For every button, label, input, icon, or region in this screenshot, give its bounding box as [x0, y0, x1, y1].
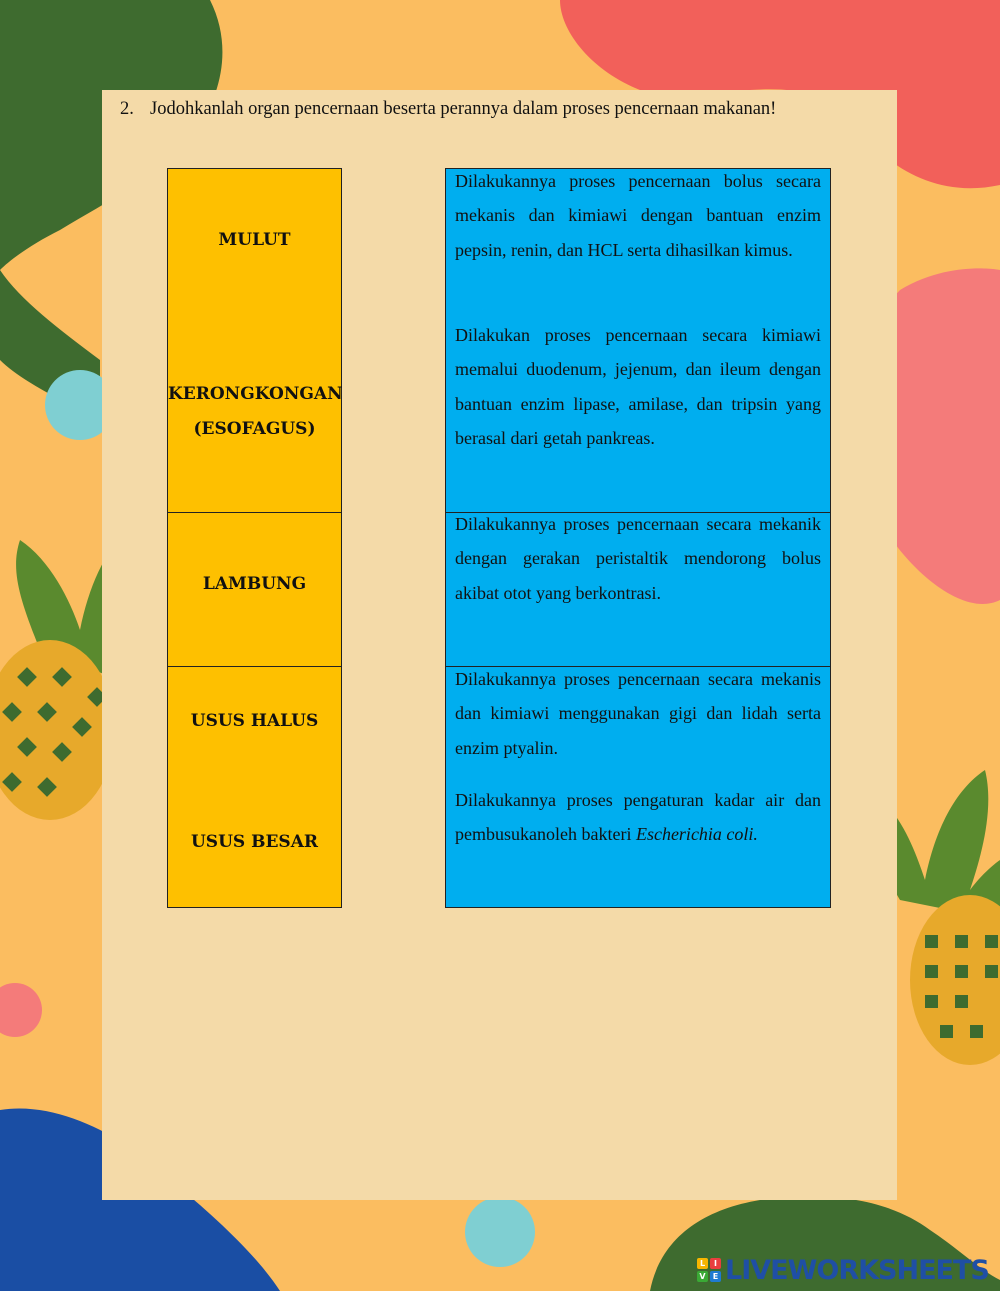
- teal-dot-bottom: [465, 1197, 535, 1267]
- description-usus-besar[interactable]: [455, 783, 821, 852]
- organ-divider: [168, 512, 341, 513]
- badge-letter: V: [697, 1271, 708, 1282]
- organ-label-mulut[interactable]: MULUT: [218, 230, 291, 250]
- organ-label-esofagus[interactable]: (ESOFAGUS): [193, 419, 316, 439]
- organ-label-usus-besar[interactable]: USUS BESAR: [190, 832, 319, 852]
- badge-letter: E: [710, 1271, 721, 1282]
- organ-label-lambung[interactable]: LAMBUNG: [202, 574, 307, 594]
- live-badge-icon: [697, 1256, 723, 1284]
- pink-dot-left: [0, 983, 42, 1037]
- question-number: 2.: [120, 99, 134, 119]
- question-text: Jodohkanlah organ pencernaan beserta perannya dalam proses pencernaan makanan!: [150, 99, 777, 119]
- organ-label-usus-halus[interactable]: USUS HALUS: [190, 711, 319, 731]
- organ-label-kerongkongan[interactable]: KERONGKONGAN: [168, 384, 343, 404]
- badge-letter: I: [710, 1258, 721, 1269]
- question-instruction: [120, 99, 890, 120]
- description-mulut[interactable]: Dilakukannya proses pencernaan secara mekanis dan kimiawi menggunakan gigi dan lidah serta enzim ptyalin.: [455, 669, 821, 758]
- bacteria-name: Escherichia coli.: [635, 824, 758, 845]
- description-kerongkongan[interactable]: Dilakukannya proses pencernaan secara mekanik dengan gerakan peristaltik mendorong bolus akibat otot yang berkontrasi.: [455, 514, 821, 603]
- description-usus-halus[interactable]: Dilakukan proses pencernaan secara kimiawi memalui duodenum, jejenum, dan ileum dengan bantuan enzim lipase, amilase, dan tripsin yang berasal dari getah pankreas.: [455, 325, 821, 448]
- description-column: [445, 168, 831, 908]
- liveworksheets-logo[interactable]: [697, 1254, 989, 1286]
- organ-column: [167, 168, 342, 908]
- logo-text: LIVEWORKSHEETS: [725, 1254, 989, 1286]
- description-lambung[interactable]: Dilakukannya proses pencernaan bolus secara mekanis dan kimiawi dengan bantuan enzim pepsin, renin, dan HCL serta dihasilkan kimus.: [455, 171, 821, 260]
- organ-divider: [168, 666, 341, 667]
- description-usus-besar-text: Dilakukannya proses pengaturan kadar air dan pembusukanoleh bakteri: [455, 790, 821, 845]
- badge-letter: L: [697, 1258, 708, 1269]
